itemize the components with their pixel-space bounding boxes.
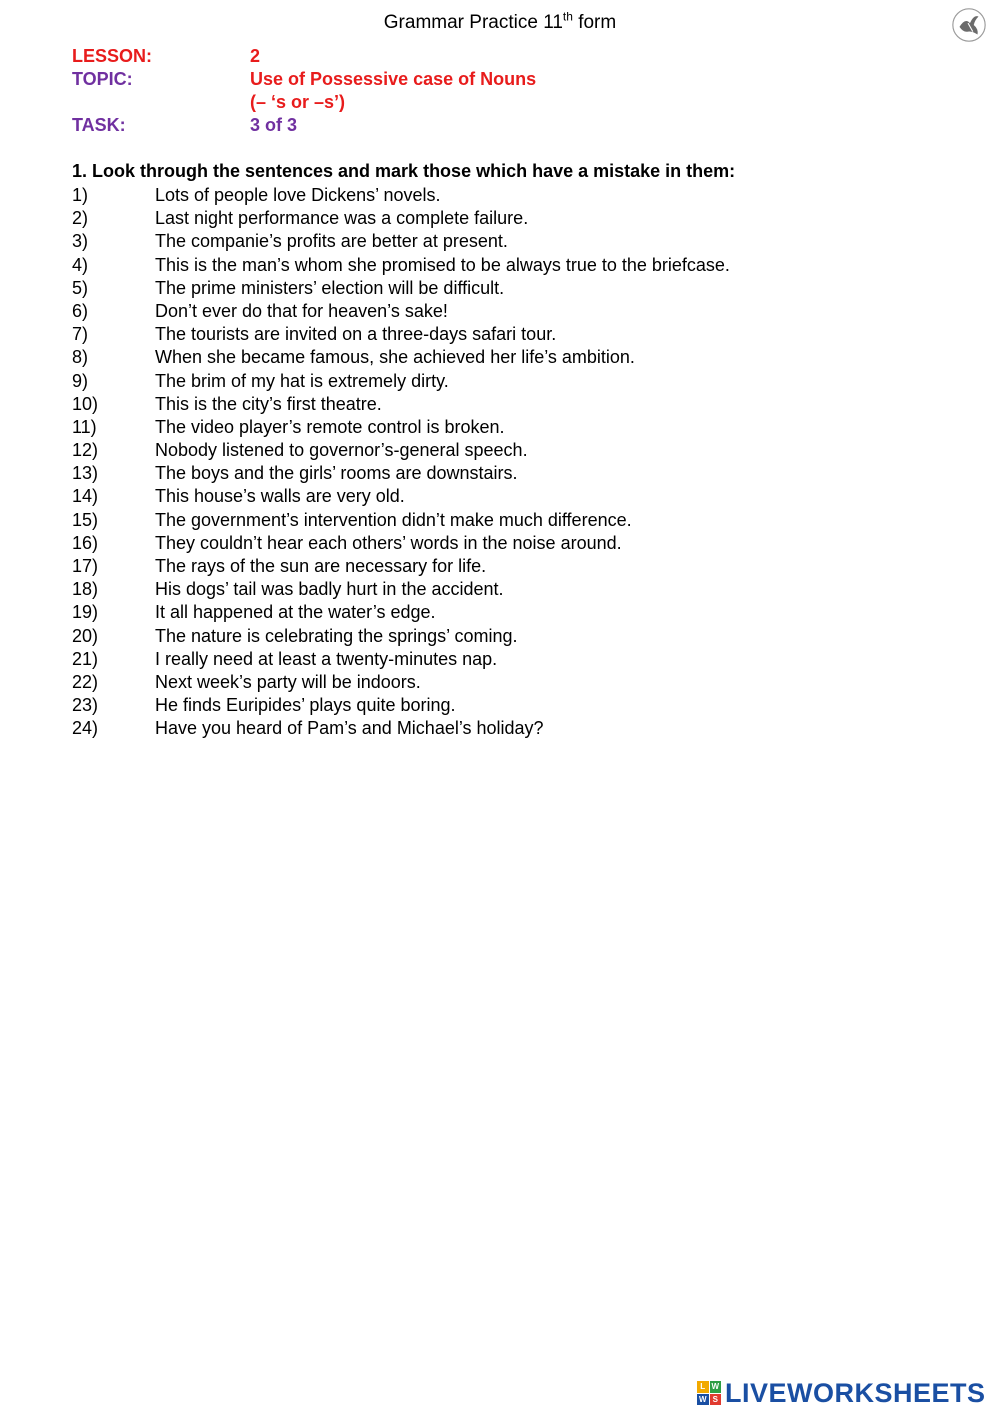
item-text: The boys and the girls’ rooms are downstairs. [155, 463, 518, 484]
item-number: 17) [72, 556, 99, 576]
list-item[interactable] [72, 462, 952, 485]
item-text: This house’s walls are very old. [155, 486, 405, 507]
logo-text: LIVEWORKSHEETS [725, 1377, 986, 1408]
item-number: 15) [72, 509, 99, 530]
lesson-label: LESSON: [72, 46, 153, 66]
item-number: 5) [72, 277, 89, 298]
list-item[interactable] [72, 671, 952, 694]
item-number: 11) [72, 416, 97, 437]
item-text: The nature is celebrating the springs’ coming. [155, 625, 518, 646]
list-item[interactable] [72, 370, 952, 393]
liveworksheets-logo-icon [697, 1381, 721, 1405]
item-number: 19) [72, 602, 99, 623]
lesson-value: 2 [250, 46, 261, 66]
item-number: 22) [72, 671, 99, 692]
logo-box-letter: L [697, 1381, 709, 1393]
item-text: The prime ministers’ election will be difficult. [155, 277, 505, 298]
liveworksheets-logo [697, 1378, 986, 1408]
item-number: 16) [72, 532, 99, 553]
item-text: The tourists are invited on a three-days safari tour. [155, 324, 557, 345]
list-item[interactable] [72, 601, 952, 624]
exercise-instruction: 1. Look through the sentences and mark those which have a mistake in them: [72, 161, 736, 181]
topic-value: Use of Possessive case of Nouns [250, 69, 537, 89]
list-item[interactable] [72, 509, 952, 532]
logo-box-letter: S [710, 1394, 722, 1406]
item-number: 14) [72, 486, 99, 507]
item-text: The companie’s profits are better at present. [155, 231, 508, 252]
item-text: Lots of people love Dickens’ novels. [155, 185, 441, 205]
item-text: Next week’s party will be indoors. [155, 671, 421, 692]
list-item[interactable] [72, 184, 952, 207]
item-text: The brim of my hat is extremely dirty. [155, 370, 449, 391]
item-text: Don’t ever do that for heaven’s sake! [155, 300, 448, 321]
list-item[interactable] [72, 485, 952, 508]
item-number: 8) [72, 347, 89, 368]
item-text: The video player’s remote control is broken. [155, 416, 505, 437]
item-text: This is the man’s whom she promised to be always true to the briefcase. [155, 254, 730, 275]
item-number: 3) [72, 231, 89, 252]
item-number: 4) [72, 254, 89, 275]
item-text: It all happened at the water’s edge. [155, 602, 436, 623]
item-number: 12) [72, 440, 99, 461]
item-number: 13) [72, 463, 99, 484]
title-end: form [572, 12, 617, 33]
item-text: He finds Euripides’ plays quite boring. [155, 695, 456, 716]
item-number: 2) [72, 208, 89, 229]
title-superscript: th [562, 9, 573, 24]
list-item[interactable] [72, 277, 952, 300]
topic-value-line2: (– ‘s or –s’) [250, 92, 346, 112]
item-text: I really need at least a twenty-minutes nap. [155, 648, 498, 669]
list-item[interactable] [72, 694, 952, 717]
item-number: 10) [72, 393, 99, 414]
list-item[interactable] [72, 648, 952, 671]
item-text: The government’s intervention didn’t make much difference. [155, 509, 632, 530]
logo-box-letter: W [711, 1382, 720, 1391]
list-item[interactable] [72, 717, 952, 740]
item-number: 9) [72, 370, 89, 391]
item-number: 21) [72, 648, 99, 669]
list-item[interactable] [72, 346, 952, 369]
list-item[interactable] [72, 532, 952, 555]
item-number: 1) [72, 185, 89, 205]
task-value: 3 of 3 [250, 115, 298, 135]
item-text: This is the city’s first theatre. [155, 393, 382, 414]
list-item[interactable] [72, 439, 952, 462]
logo-box-letter: W [698, 1394, 707, 1404]
list-item[interactable] [72, 625, 952, 648]
item-text: His dogs’ tail was badly hurt in the accident. [155, 579, 504, 600]
item-text: Last night performance was a complete failure. [155, 208, 529, 229]
item-number: 20) [72, 625, 99, 646]
list-item[interactable] [72, 207, 952, 230]
list-item[interactable] [72, 300, 952, 323]
list-item[interactable] [72, 254, 952, 277]
item-number: 23) [72, 695, 99, 716]
item-number: 18) [72, 579, 99, 600]
item-text: Have you heard of Pam’s and Michael’s holiday? [155, 718, 544, 739]
bird-logo-icon [950, 6, 988, 44]
list-item[interactable] [72, 578, 952, 601]
item-number: 6) [72, 300, 89, 321]
item-number: 7) [72, 324, 89, 345]
item-text: They couldn’t hear each others’ words in the noise around. [155, 532, 622, 553]
page-title [0, 10, 1000, 36]
list-item[interactable] [72, 230, 952, 253]
item-text: Nobody listened to governor’s-general speech. [155, 440, 528, 461]
list-item[interactable] [72, 323, 952, 346]
title-main: Grammar Practice 11 [383, 12, 563, 33]
task-label: TASK: [72, 115, 126, 135]
sentence-list [72, 184, 952, 741]
list-item[interactable] [72, 416, 952, 439]
item-number: 24) [72, 718, 99, 739]
item-text: The rays of the sun are necessary for life. [155, 556, 487, 576]
list-item[interactable] [72, 555, 952, 578]
list-item[interactable] [72, 393, 952, 416]
topic-label: TOPIC: [72, 69, 133, 89]
item-text: When she became famous, she achieved her life’s ambition. [155, 347, 635, 368]
